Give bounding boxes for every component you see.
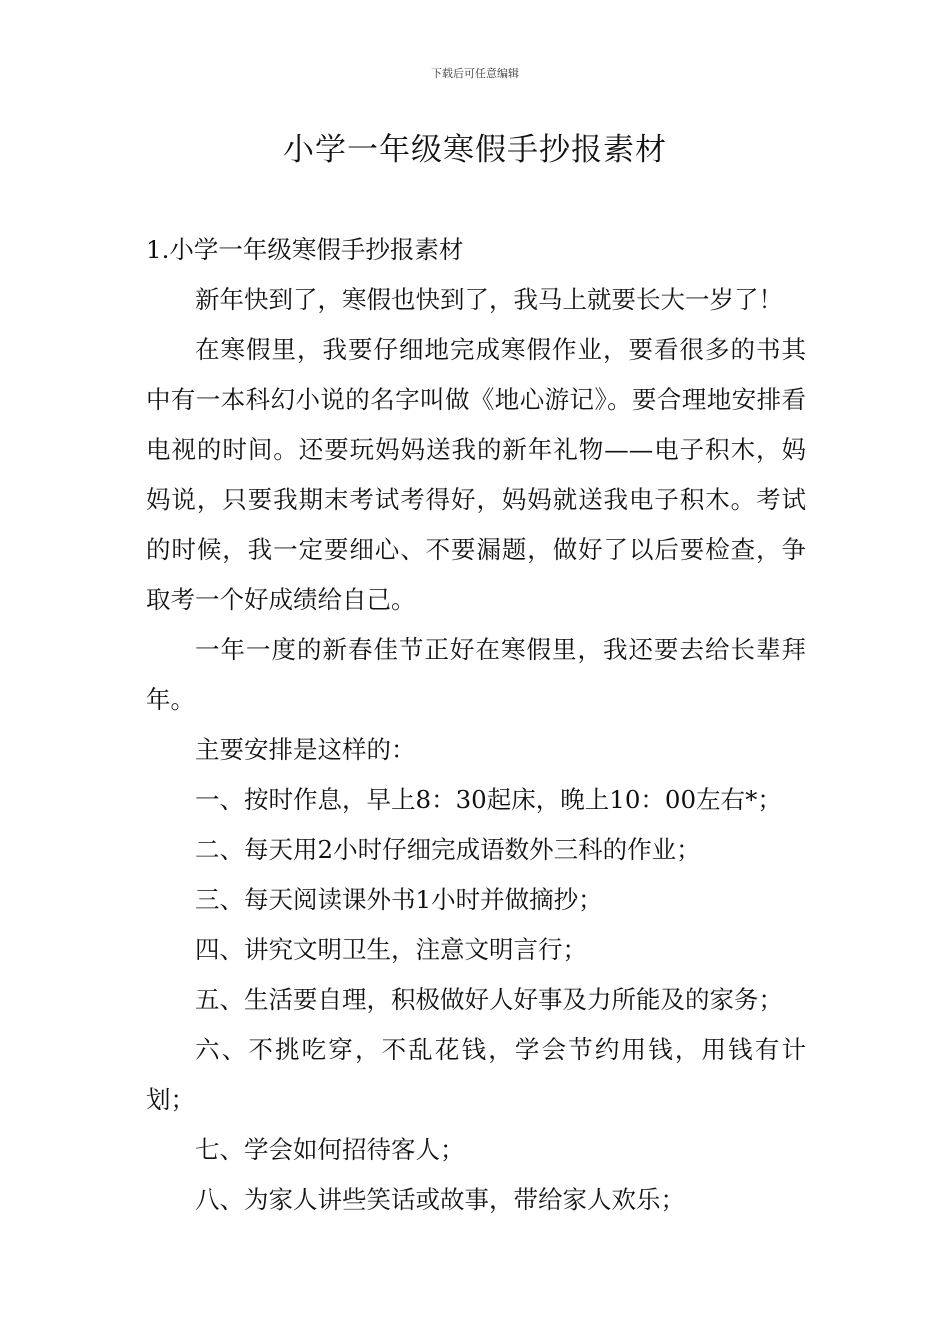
list-item: 三、每天阅读课外书1小时并做摘抄；	[195, 885, 603, 914]
list-item: 五、生活要自理，积极做好人好事及力所能及的家务；	[195, 985, 783, 1014]
list-item: 七、学会如何招待客人；	[195, 1135, 465, 1164]
header-note: 下载后可任意编辑	[431, 67, 519, 80]
paragraph: 主要安排是这样的：	[195, 735, 416, 764]
section-heading: 1.小学一年级寒假手抄报素材	[146, 235, 464, 264]
list-item: 四、讲究文明卫生，注意文明言行；	[195, 935, 587, 964]
list-item: 二、每天用2小时仔细完成语数外三科的作业；	[195, 835, 701, 864]
paragraph: 新年快到了，寒假也快到了，我马上就要长大一岁了！	[195, 285, 783, 314]
list-item: 八、为家人讲些笑话或故事，带给家人欢乐；	[195, 1185, 685, 1214]
document-title: 小学一年级寒假手抄报素材	[283, 132, 667, 168]
list-item: 六、不挑吃穿，不乱花钱，学会节约用钱，用钱有计划；	[146, 1035, 806, 1114]
paragraph: 一年一度的新春佳节正好在寒假里，我还要去给长辈拜年。	[146, 635, 806, 714]
document-body	[146, 225, 806, 1225]
paragraph: 在寒假里，我要仔细地完成寒假作业，要看很多的书其中有一本科幻小说的名字叫做《地心游记》。要合理地安排看电视的时间。还要玩妈妈送我的新年礼物——电子积木，妈妈说，只要我期末考试考得好，妈妈就送我电子积木。考试的时候，我一定要细心、不要漏题，做好了以后要检查，争取考一个好成绩给自己。	[146, 335, 806, 614]
list-item: 一、按时作息，早上8：30起床，晚上10：00左右*；	[195, 785, 782, 814]
